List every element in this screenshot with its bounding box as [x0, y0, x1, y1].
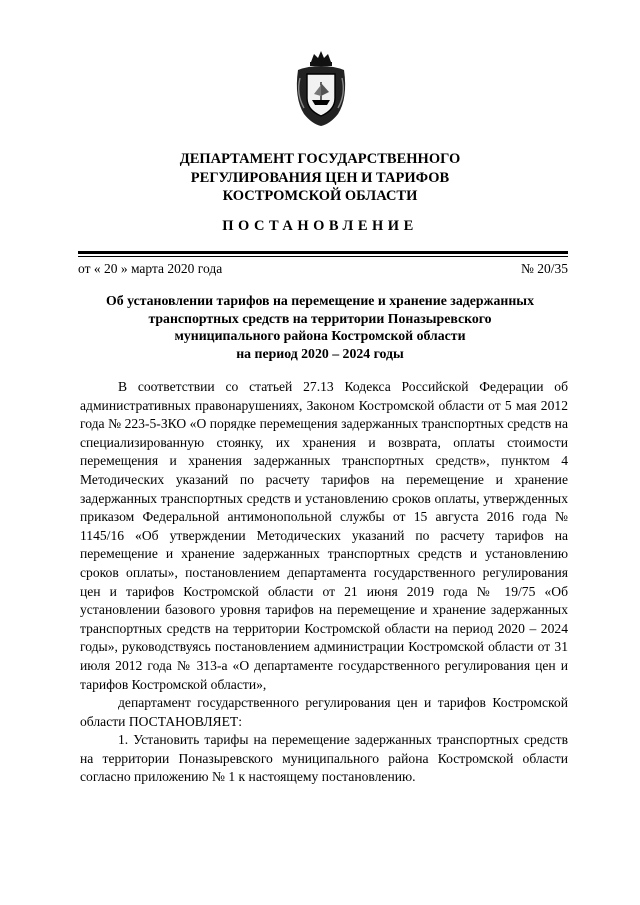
body-paragraph-resolves: департамент государственного регулирования цен и тарифов Костромской области ПОСТАНОВЛЯЕТ: — [80, 695, 568, 729]
decree-date: от « 20 » марта 2020 года — [78, 261, 223, 276]
department-line: РЕГУЛИРОВАНИЯ ЦЕН И ТАРИФОВ — [190, 169, 450, 186]
subject-line: Об установлении тарифов на перемещение и хранение задержанных — [106, 293, 534, 308]
header-divider-thick — [78, 251, 568, 254]
decree-title: ПОСТАНОВЛЕНИЕ — [222, 218, 418, 234]
decree-number: № 20/35 — [520, 261, 568, 276]
department-name — [0, 150, 640, 206]
department-line: КОСТРОМСКОЙ ОБЛАСТИ — [222, 188, 418, 204]
header-divider-thin — [78, 256, 568, 257]
decree-subject — [0, 292, 640, 362]
department-line: ДЕПАРТАМЕНТ ГОСУДАРСТВЕННОГО — [179, 151, 461, 167]
subject-line: на период 2020 – 2024 годы — [236, 345, 404, 361]
body-paragraph-item-1: 1. Установить тарифы на перемещение задержанных транспортных средств на территории Поназыревского муниципального района Костромской области согласно приложению № 1 к настоящему постановлению. — [80, 732, 568, 785]
decree-body — [80, 378, 568, 787]
subject-line: муниципального района Костромской области — [174, 328, 466, 343]
coat-of-arms-icon — [290, 48, 352, 128]
body-paragraph-preamble: В соответствии со статьей 27.13 Кодекса Российской Федерации об административных правонарушениях, Законом Костромской области от 5 мая 2012 года № 223-5-ЗКО «О порядке перемещения задержанных транспортных средств на специализированную стоянку, их хранения и возврата, оплаты стоимости перемещения и хранения задержанных транспортных средств», пунктом 4 Методических указаний по расчету тарифов на перемещение и хранение задержанных транспортных средств и установлению сроков оплаты, утвержденных приказом Федеральной антимонопольной службы от 15 августа 2016 года № 1145/16 «Об утверждении Методических указаний по расчету тарифов на перемещение и хранение задержанных транспортных средств и установлению сроков оплаты», постановлением департамента государственного регулирования цен и тарифов Костромской области от 21 июня 2019 года № 19/75 «Об установлении базового уровня тарифов на перемещение и хранение задержанных транспортных средств на территории Костромской области на период 2020 – 2024 годы», руководствуясь постановлением администрации Костромской области от 31 июля 2012 года № 313-а «О департаменте государственного регулирования цен и тарифов Костромской области», — [80, 379, 568, 692]
subject-line: транспортных средств на территории Поназыревского — [148, 310, 492, 326]
